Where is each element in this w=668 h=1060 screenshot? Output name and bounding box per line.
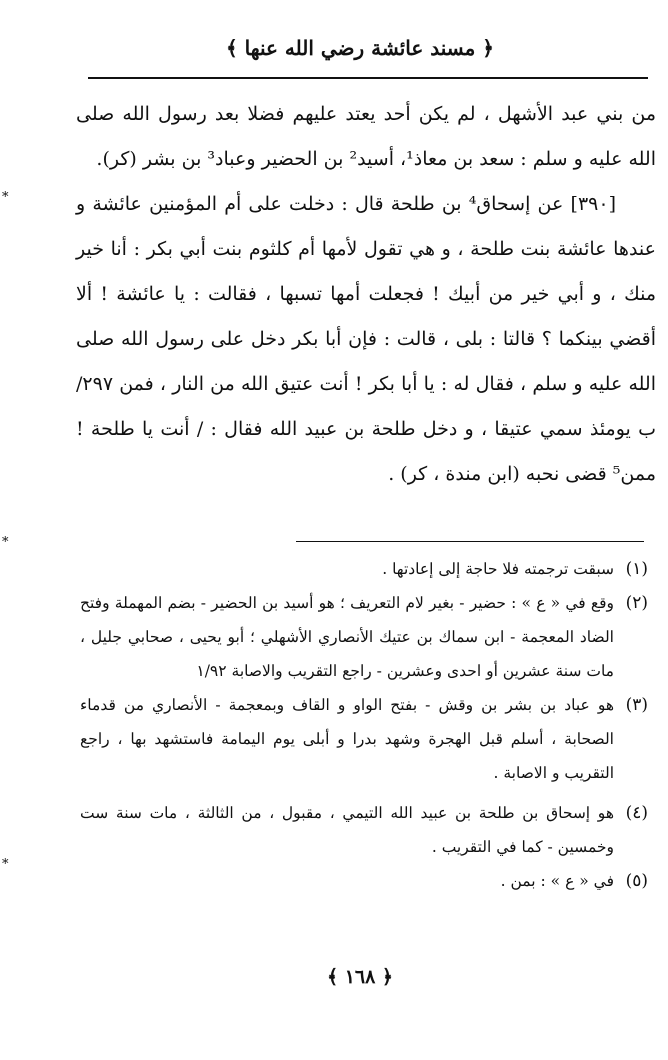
- page-number: ﴿ ١٦٨ ﴾: [326, 966, 394, 988]
- footnote-text: سبقت ترجمته فلا حاجة إلى إعادتها .: [382, 560, 614, 578]
- main-text: [76, 92, 656, 497]
- header-rule: [88, 77, 648, 79]
- body-paragraph-1: من بني عبد الأشهل ، لم يكن أحد يعتد عليهم فضلا بعد رسول الله صلى الله عليه و سلم : سعد بن معاذ¹، أسيد² بن الحضير وعباد³ بن بشر (كر).: [76, 103, 656, 170]
- margin-star-icon: *: [2, 857, 9, 872]
- footnote-4: [80, 796, 648, 864]
- body-paragraph-2: [٣٩٠] عن إسحاق⁴ بن طلحة قال : دخلت على أم المؤمنين عائشة و عندها عائشة بنت طلحة ، و هي تقول لأمها أم كلثوم بنت أبي بكر : أنا خير منك ، و أبي خير من أبيك ! فجعلت أمها تسبها ، فقالت : يا عائشة ! ألا أقضي بينكما ؟ قالتا : بلى ، قالت : فإن أبا بكر دخل على رسول الله صلى الله عليه و سلم ، فقال له : يا أبا بكر ! أنت عتيق الله من النار ، فمن ٢٩٧/ب يومئذ سمي عتيقا ، و دخل طلحة بن عبيد الله فقال : / أنت يا طلحة ! ممن⁵ قضى نحبه (ابن مندة ، كر) .: [76, 193, 656, 485]
- footnote-number: (٥): [625, 871, 648, 891]
- margin-star-icon: *: [2, 535, 9, 550]
- footnote-1: [80, 552, 648, 586]
- footnotes: [80, 552, 648, 898]
- footnote-number: (٢): [625, 593, 648, 613]
- footnote-3: [80, 688, 648, 790]
- footnote-text: في « ع » : بمن .: [500, 872, 614, 890]
- footnote-text: وقع في « ع » : حضير - بغير لام التعريف ؛ هو أسيد بن الحضير - بضم المهملة وفتح الضاد المعجمة - ابن سماك بن عتيك الأنصاري الأشهلي ؛ أبو يحيى ، صحابي جليل ، مات سنة عشرين أو احدى وعشرين - راجع التقريب والاصابة ١/٩٢: [80, 594, 614, 680]
- footnote-text: هو إسحاق بن طلحة بن عبيد الله التيمي ، مقبول ، من الثالثة ، مات سنة ست وخمسين - كما في التقريب .: [80, 804, 614, 856]
- footnote-text: هو عباد بن بشر بن وقش - بفتح الواو و القاف وبمعجمة - الأنصاري من قدماء الصحابة ، أسلم قبل الهجرة وشهد بدرا و أبلى يوم اليمامة فاستشهد بها ، راجع التقريب و الاصابة .: [80, 696, 614, 782]
- footnote-rule: [296, 541, 644, 542]
- margin-star-icon: *: [2, 190, 9, 205]
- footnote-2: [80, 586, 648, 688]
- footnote-number: (١): [625, 559, 648, 579]
- footnote-number: (٤): [625, 803, 648, 823]
- footnote-5: [80, 864, 648, 898]
- running-header: ﴿ مسند عائشة رضي الله عنها ﴾: [225, 36, 495, 60]
- footnote-number: (٣): [625, 695, 648, 715]
